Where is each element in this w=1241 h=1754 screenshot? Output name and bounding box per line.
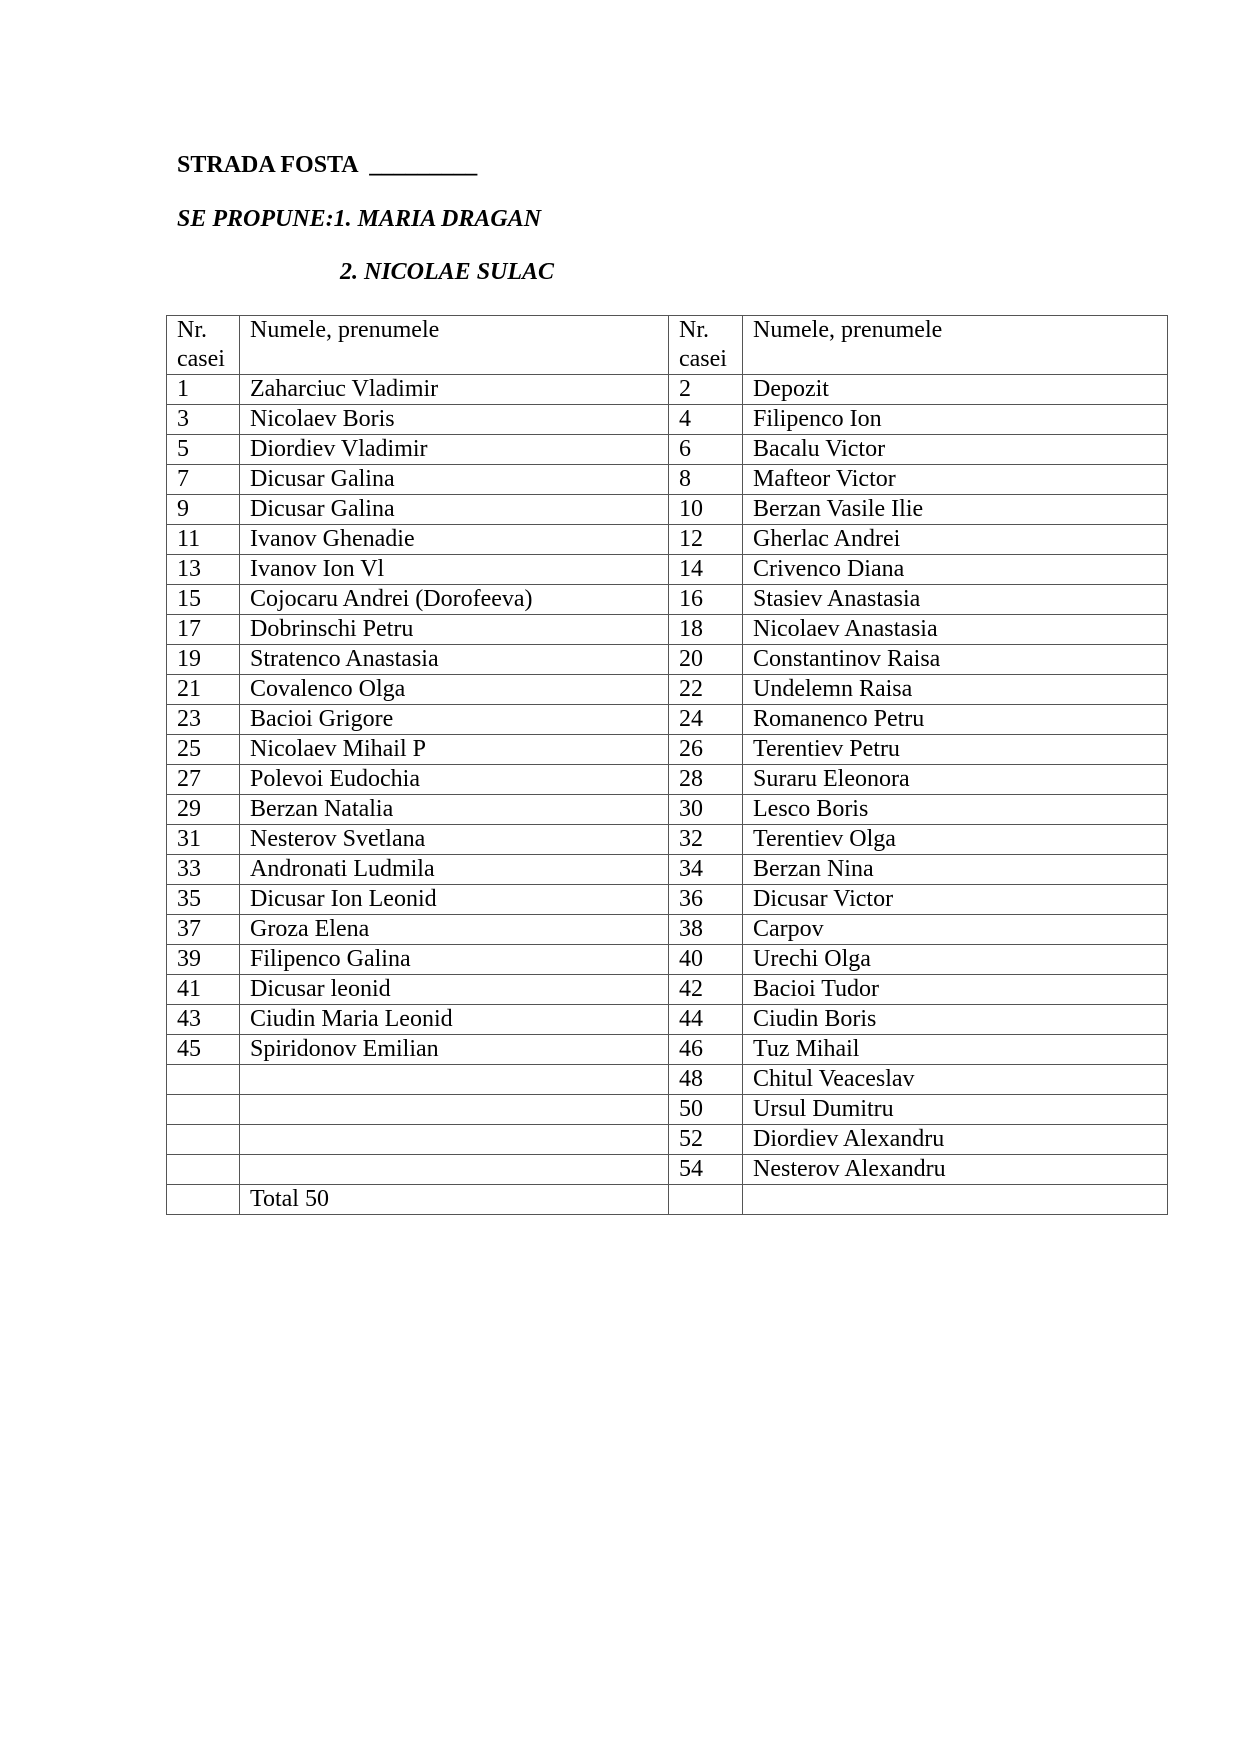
cell-name-2: Constantinov Raisa xyxy=(743,645,1168,675)
residents-table xyxy=(166,315,1168,1215)
cell-name-2: Bacalu Victor xyxy=(743,435,1168,465)
cell-house-number: 1 xyxy=(167,375,240,405)
cell-house-number-2: 16 xyxy=(669,585,743,615)
cell-name xyxy=(240,1155,669,1185)
table-row xyxy=(167,1185,1168,1215)
cell-house-number: 15 xyxy=(167,585,240,615)
cell-name-2: Suraru Eleonora xyxy=(743,765,1168,795)
cell-name xyxy=(240,1065,669,1095)
table-row xyxy=(167,645,1168,675)
cell-name: Ciudin Maria Leonid xyxy=(240,1005,669,1035)
table-row xyxy=(167,1125,1168,1155)
cell-house-number-2: 26 xyxy=(669,735,743,765)
cell-house-number-2: 24 xyxy=(669,705,743,735)
cell-name: Dicusar Galina xyxy=(240,495,669,525)
cell-house-number-2: 14 xyxy=(669,555,743,585)
cell-name xyxy=(240,1125,669,1155)
cell-name-2: Berzan Vasile Ilie xyxy=(743,495,1168,525)
cell-house-number xyxy=(167,1185,240,1215)
cell-name-2: Urechi Olga xyxy=(743,945,1168,975)
cell-name: Dicusar leonid xyxy=(240,975,669,1005)
table-row xyxy=(167,795,1168,825)
table-row xyxy=(167,495,1168,525)
cell-house-number xyxy=(167,1125,240,1155)
cell-house-number: 3 xyxy=(167,405,240,435)
cell-name: Andronati Ludmila xyxy=(240,855,669,885)
cell-house-number: 5 xyxy=(167,435,240,465)
cell-house-number-2: 12 xyxy=(669,525,743,555)
cell-name-2 xyxy=(743,1185,1168,1215)
cell-name-2: Nicolaev Anastasia xyxy=(743,615,1168,645)
table-row xyxy=(167,375,1168,405)
cell-house-number-2 xyxy=(669,1185,743,1215)
cell-name-2: Dicusar Victor xyxy=(743,885,1168,915)
cell-house-number: 27 xyxy=(167,765,240,795)
table-row xyxy=(167,765,1168,795)
cell-house-number: 29 xyxy=(167,795,240,825)
cell-house-number-2: 30 xyxy=(669,795,743,825)
cell-name-2: Ursul Dumitru xyxy=(743,1095,1168,1125)
cell-house-number: 13 xyxy=(167,555,240,585)
table-row xyxy=(167,1095,1168,1125)
table-row xyxy=(167,945,1168,975)
cell-house-number-2: 36 xyxy=(669,885,743,915)
table-row xyxy=(167,555,1168,585)
cell-name: Bacioi Grigore xyxy=(240,705,669,735)
proposal-line-1: SE PROPUNE:1. MARIA DRAGAN xyxy=(177,206,542,232)
cell-name: Spiridonov Emilian xyxy=(240,1035,669,1065)
cell-name-2: Undelemn Raisa xyxy=(743,675,1168,705)
cell-house-number-2: 44 xyxy=(669,1005,743,1035)
cell-house-number: 25 xyxy=(167,735,240,765)
cell-house-number: 31 xyxy=(167,825,240,855)
cell-house-number-2: 2 xyxy=(669,375,743,405)
cell-name: Ivanov Ghenadie xyxy=(240,525,669,555)
cell-house-number-2: 22 xyxy=(669,675,743,705)
table-row xyxy=(167,1155,1168,1185)
cell-name: Nesterov Svetlana xyxy=(240,825,669,855)
cell-name: Ivanov Ion Vl xyxy=(240,555,669,585)
header-name-2: Numele, prenumele xyxy=(743,316,1168,375)
cell-name: Nicolaev Mihail P xyxy=(240,735,669,765)
cell-house-number-2: 52 xyxy=(669,1125,743,1155)
cell-house-number-2: 42 xyxy=(669,975,743,1005)
table-row xyxy=(167,1005,1168,1035)
table-row xyxy=(167,585,1168,615)
cell-house-number: 41 xyxy=(167,975,240,1005)
cell-name: Filipenco Galina xyxy=(240,945,669,975)
cell-name: Zaharciuc Vladimir xyxy=(240,375,669,405)
cell-name: Berzan Natalia xyxy=(240,795,669,825)
cell-name: Cojocaru Andrei (Dorofeeva) xyxy=(240,585,669,615)
cell-name-2: Ciudin Boris xyxy=(743,1005,1168,1035)
cell-house-number-2: 18 xyxy=(669,615,743,645)
cell-house-number-2: 4 xyxy=(669,405,743,435)
cell-name-2: Diordiev Alexandru xyxy=(743,1125,1168,1155)
header-house-number-2: Nr. casei xyxy=(669,316,743,375)
header-name: Numele, prenumele xyxy=(240,316,669,375)
cell-house-number: 17 xyxy=(167,615,240,645)
cell-name-2: Gherlac Andrei xyxy=(743,525,1168,555)
cell-name-2: Nesterov Alexandru xyxy=(743,1155,1168,1185)
cell-house-number xyxy=(167,1065,240,1095)
cell-name: Groza Elena xyxy=(240,915,669,945)
cell-house-number: 33 xyxy=(167,855,240,885)
cell-name-2: Terentiev Petru xyxy=(743,735,1168,765)
cell-name: Dicusar Galina xyxy=(240,465,669,495)
cell-name-2: Berzan Nina xyxy=(743,855,1168,885)
cell-house-number-2: 20 xyxy=(669,645,743,675)
table-row xyxy=(167,435,1168,465)
table-row xyxy=(167,525,1168,555)
cell-house-number: 11 xyxy=(167,525,240,555)
cell-name-2: Lesco Boris xyxy=(743,795,1168,825)
cell-house-number-2: 38 xyxy=(669,915,743,945)
cell-house-number: 37 xyxy=(167,915,240,945)
cell-name: Dobrinschi Petru xyxy=(240,615,669,645)
cell-house-number-2: 48 xyxy=(669,1065,743,1095)
proposal-line-2: 2. NICOLAE SULAC xyxy=(340,259,555,285)
table-row xyxy=(167,675,1168,705)
table-row xyxy=(167,705,1168,735)
cell-name-2: Romanenco Petru xyxy=(743,705,1168,735)
cell-name-2: Stasiev Anastasia xyxy=(743,585,1168,615)
cell-house-number-2: 46 xyxy=(669,1035,743,1065)
cell-house-number-2: 6 xyxy=(669,435,743,465)
cell-name-2: Mafteor Victor xyxy=(743,465,1168,495)
cell-name: Stratenco Anastasia xyxy=(240,645,669,675)
table-row xyxy=(167,915,1168,945)
cell-house-number: 19 xyxy=(167,645,240,675)
cell-house-number: 7 xyxy=(167,465,240,495)
document-title: STRADA FOSTA _________ xyxy=(177,152,478,178)
cell-house-number-2: 8 xyxy=(669,465,743,495)
cell-name: Nicolaev Boris xyxy=(240,405,669,435)
table-row xyxy=(167,465,1168,495)
cell-name-2: Bacioi Tudor xyxy=(743,975,1168,1005)
header-house-number: Nr. casei xyxy=(167,316,240,375)
table-row xyxy=(167,405,1168,435)
cell-house-number: 45 xyxy=(167,1035,240,1065)
cell-name-2: Terentiev Olga xyxy=(743,825,1168,855)
cell-name-2: Carpov xyxy=(743,915,1168,945)
cell-house-number-2: 50 xyxy=(669,1095,743,1125)
cell-house-number: 23 xyxy=(167,705,240,735)
cell-house-number: 43 xyxy=(167,1005,240,1035)
cell-house-number xyxy=(167,1095,240,1125)
cell-name-2: Depozit xyxy=(743,375,1168,405)
table-row xyxy=(167,885,1168,915)
cell-name: Diordiev Vladimir xyxy=(240,435,669,465)
table-row xyxy=(167,975,1168,1005)
table-header-row xyxy=(167,316,1168,375)
cell-name-2: Chitul Veaceslav xyxy=(743,1065,1168,1095)
cell-name-2: Filipenco Ion xyxy=(743,405,1168,435)
cell-house-number-2: 32 xyxy=(669,825,743,855)
cell-house-number-2: 10 xyxy=(669,495,743,525)
cell-name: Total 50 xyxy=(240,1185,669,1215)
cell-name xyxy=(240,1095,669,1125)
cell-house-number xyxy=(167,1155,240,1185)
cell-house-number-2: 28 xyxy=(669,765,743,795)
cell-name: Dicusar Ion Leonid xyxy=(240,885,669,915)
cell-name-2: Crivenco Diana xyxy=(743,555,1168,585)
table-row xyxy=(167,1065,1168,1095)
cell-name-2: Tuz Mihail xyxy=(743,1035,1168,1065)
cell-house-number-2: 40 xyxy=(669,945,743,975)
table-row xyxy=(167,735,1168,765)
cell-house-number-2: 54 xyxy=(669,1155,743,1185)
table-row xyxy=(167,855,1168,885)
table-row xyxy=(167,825,1168,855)
table-row xyxy=(167,1035,1168,1065)
cell-name: Covalenco Olga xyxy=(240,675,669,705)
cell-house-number: 35 xyxy=(167,885,240,915)
cell-house-number: 39 xyxy=(167,945,240,975)
cell-house-number: 21 xyxy=(167,675,240,705)
table-row xyxy=(167,615,1168,645)
cell-house-number-2: 34 xyxy=(669,855,743,885)
cell-name: Polevoi Eudochia xyxy=(240,765,669,795)
cell-house-number: 9 xyxy=(167,495,240,525)
